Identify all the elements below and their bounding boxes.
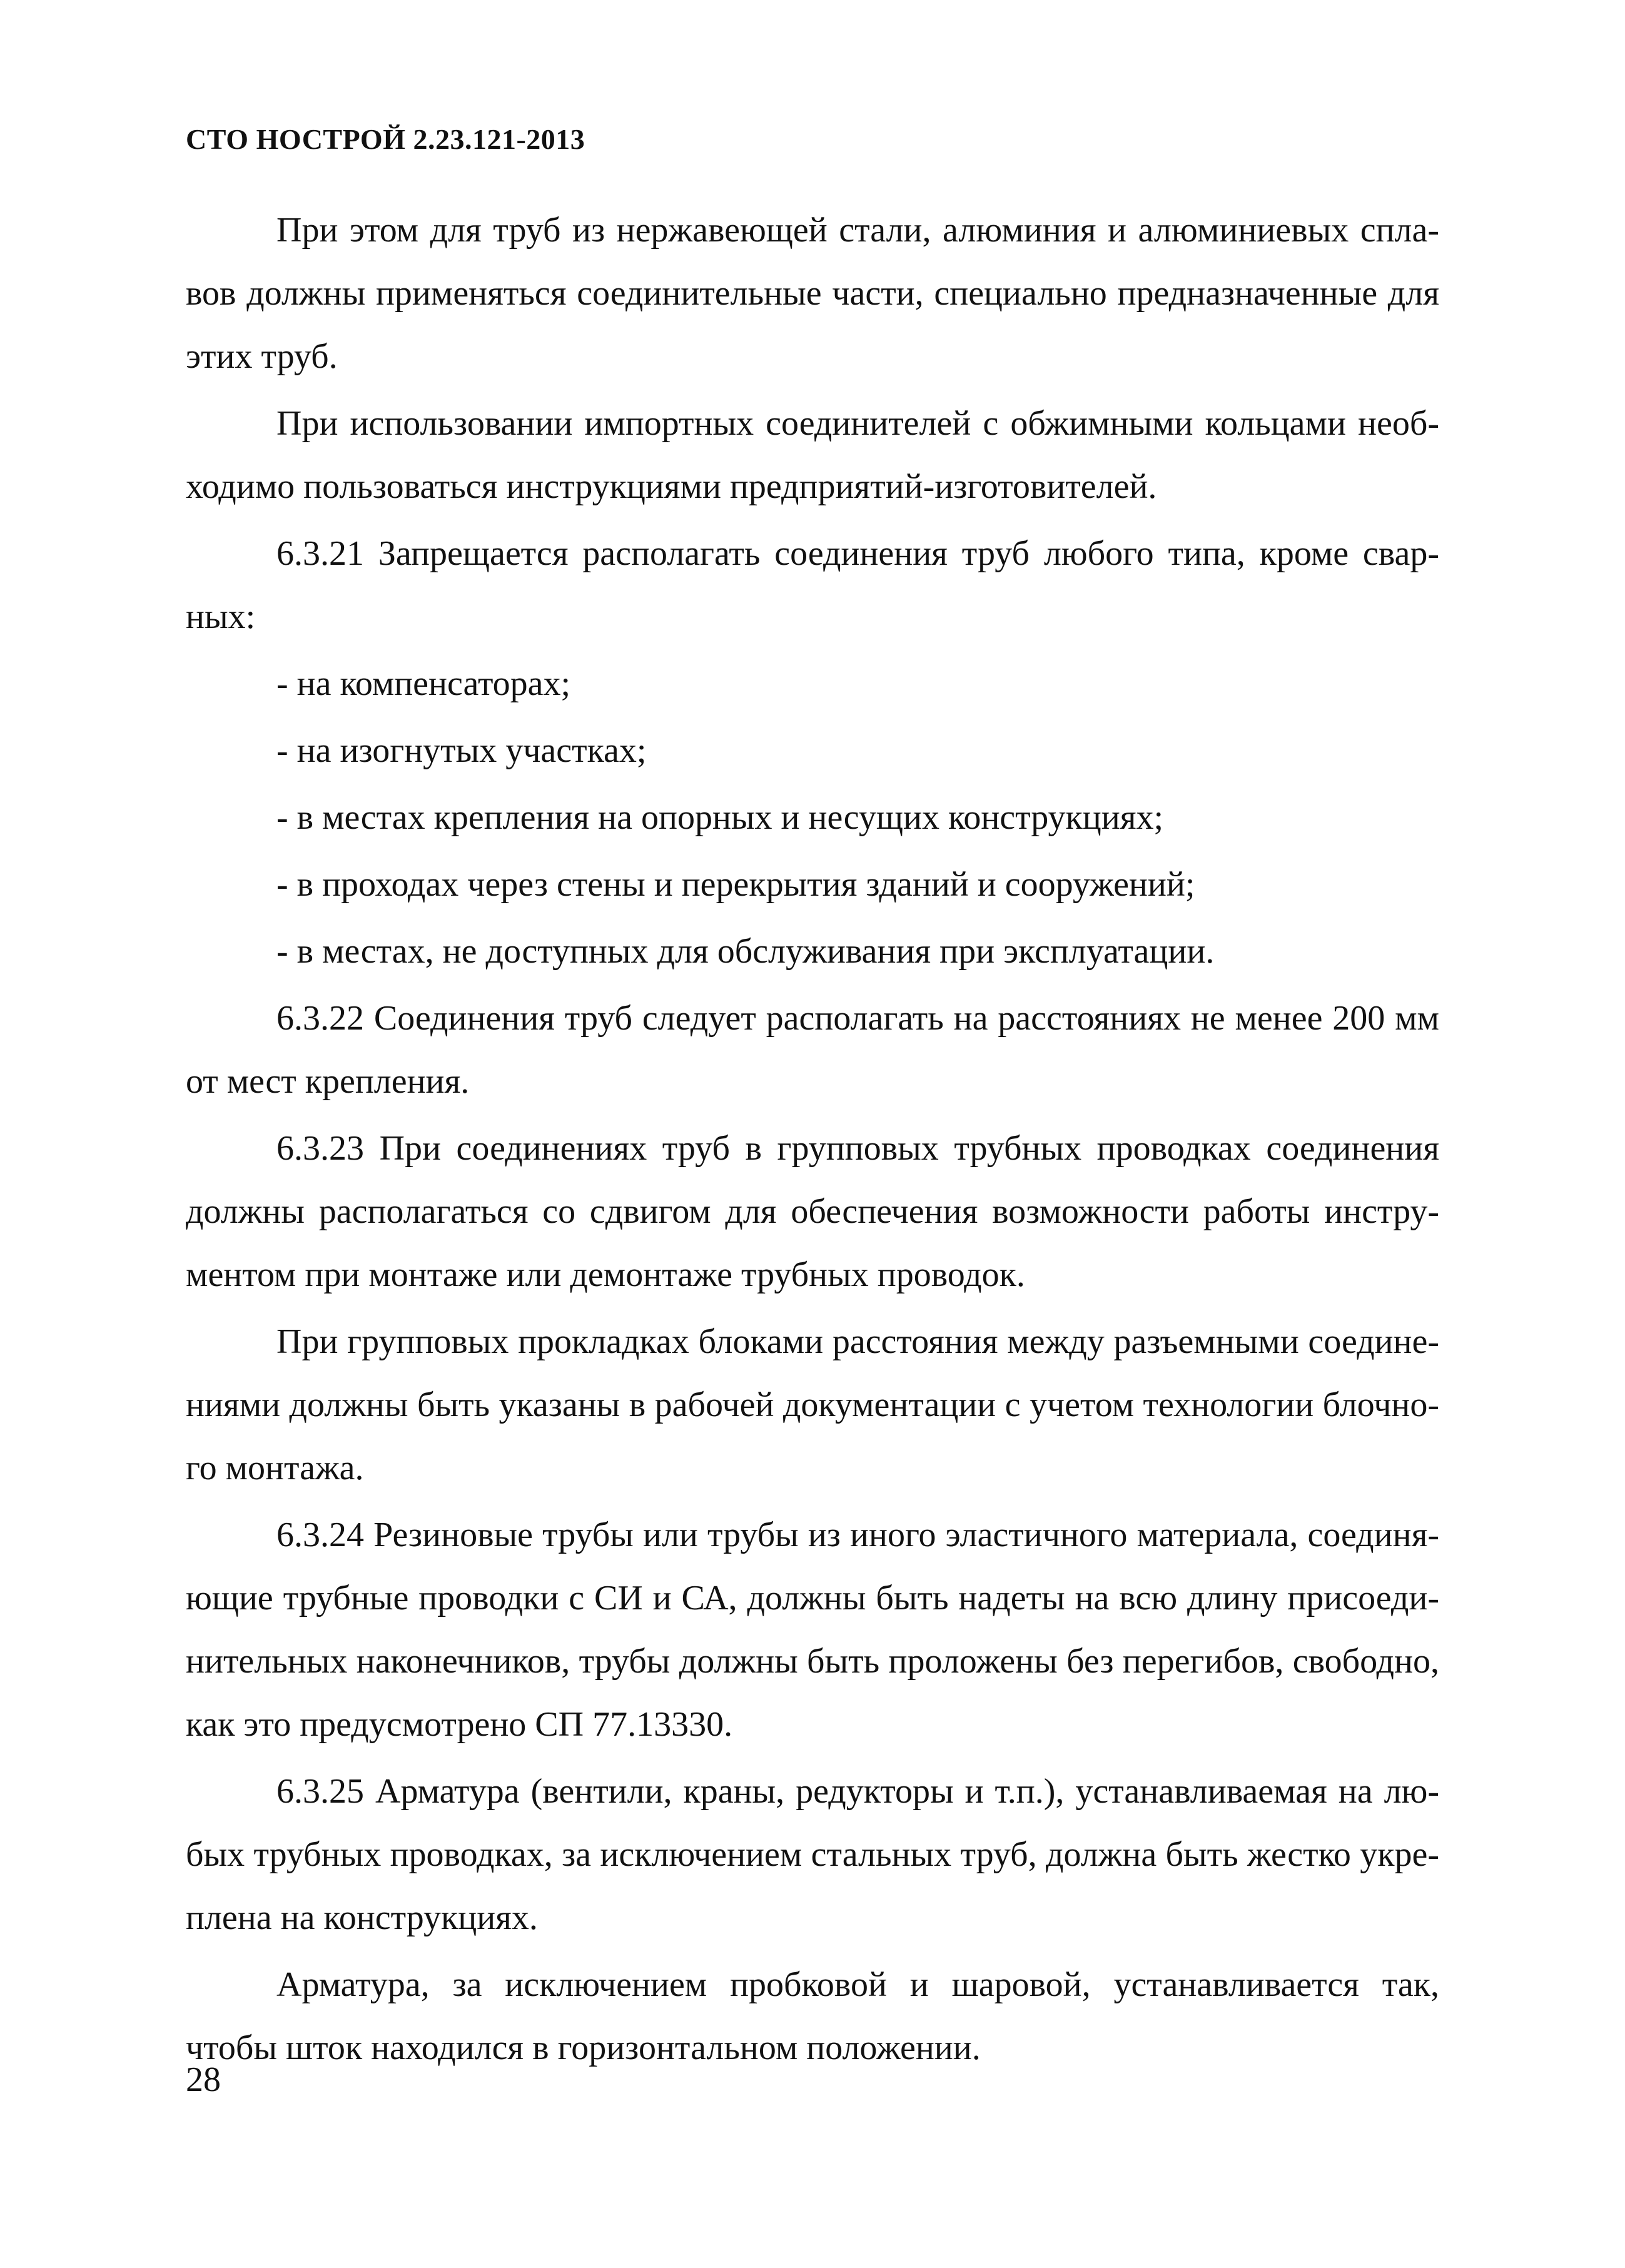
list-item: - на изогнутых участках; — [276, 731, 647, 770]
paragraph-valve-stem: Арматура, за исключением пробковой и шаровой, устанавливается так, чтобы шток находился в горизонтальном положении. — [186, 1965, 1439, 2067]
list-item: - на компенсаторах; — [276, 664, 571, 703]
paragraph-6-3-24: 6.3.24 Резиновые трубы или трубы из иного эластичного материала, соединя-ющие трубные проводки с СИ и СА, должны быть надеты на всю длину присоеди-нительных наконечников, трубы должны быть проложены без перегибов, свободно, как это предусмотрено СП 77.13330. — [186, 1516, 1439, 1744]
list-item: - в местах, не доступных для обслуживания при эксплуатации. — [276, 932, 1215, 971]
list-item: - в проходах через стены и перекрытия зданий и сооружений; — [276, 865, 1195, 904]
page-number: 28 — [186, 2060, 221, 2099]
document-header: СТО НОСТРОЙ 2.23.121-2013 — [186, 123, 585, 155]
list-item: - в местах крепления на опорных и несущих конструкциях; — [276, 798, 1164, 837]
paragraph-imported-connectors: При использовании импортных соединителей с обжимными кольцами необ-ходимо пользоваться инструкциями предприятий-изготовителей. — [186, 404, 1439, 506]
paragraph-6-3-21: 6.3.21 Запрещается располагать соединения труб любого типа, кроме свар-ных: — [186, 534, 1439, 636]
paragraph-6-3-25: 6.3.25 Арматура (вентили, краны, редукторы и т.п.), устанавливаемая на лю-бых трубных проводках, за исключением стальных труб, должна быть жестко укре-плена на конструкциях. — [186, 1772, 1439, 1937]
paragraph-6-3-23: 6.3.23 При соединениях труб в групповых трубных проводках соединения должны располагаться со сдвигом для обеспечения возможности работы инстру-ментом при монтаже или демонтаже трубных проводок. — [186, 1129, 1439, 1294]
document-body — [186, 199, 1439, 2083]
paragraph-group-laying: При групповых прокладках блоками расстояния между разъемными соедине-ниями должны быть указаны в рабочей документации с учетом технологии блочно-го монтажа. — [186, 1322, 1439, 1487]
paragraph-6-3-22: 6.3.22 Соединения труб следует располагать на расстояниях не менее 200 мм от мест крепления. — [186, 999, 1439, 1101]
paragraph-stainless-fittings: При этом для труб из нержавеющей стали, алюминия и алюминиевых спла-вов должны применяться соединительные части, специально предназначенные для этих труб. — [186, 211, 1439, 376]
